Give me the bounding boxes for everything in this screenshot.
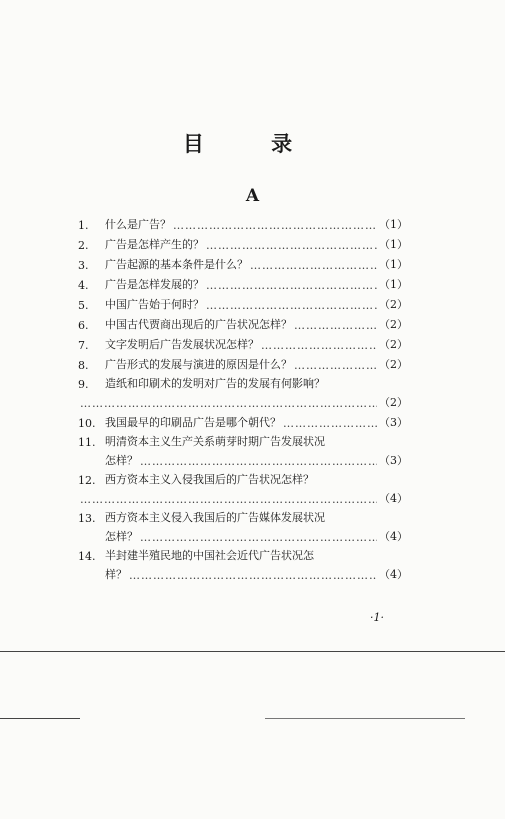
dot-leader [206, 299, 377, 312]
entry-page: （1） [379, 278, 408, 291]
entry-title: 中国古代贾商出现后的广告状况怎样？ [105, 318, 292, 331]
section-heading: A [245, 186, 260, 206]
entry-title: 半封建半殖民地的中国社会近代广告状况怎 [105, 549, 314, 562]
toc-entry-3[interactable] [78, 252, 408, 272]
entry-page: （3） [379, 454, 408, 467]
entry-title: 广告形式的发展与演进的原因是什么？ [105, 358, 292, 371]
toc-entry-6[interactable] [78, 312, 408, 332]
entry-number: 6. [78, 319, 89, 332]
entry-title: 西方资本主义侵入我国后的广告媒体发展状况 [105, 511, 325, 524]
entry-title: 明清资本主义生产关系萌芽时期广告发展状况 [105, 435, 325, 448]
toc-entry-5[interactable] [78, 292, 408, 312]
entry-page: （1） [379, 218, 408, 231]
dot-leader [261, 339, 377, 352]
entry-page: （4） [379, 530, 408, 543]
entry-page: （2） [379, 358, 408, 371]
toc-entry-2[interactable] [78, 232, 408, 252]
entry-page: （2） [379, 298, 408, 311]
entry-title: 广告起源的基本条件是什么？ [105, 258, 248, 271]
toc-entry-12[interactable] [78, 468, 408, 506]
toc-entry-1[interactable] [78, 212, 408, 232]
entry-title: 什么是广告？ [105, 218, 171, 231]
entry-number: 14. [78, 550, 96, 563]
entry-page: （4） [379, 568, 408, 581]
scan-edge-line [265, 718, 465, 719]
page-number: ·1· [370, 611, 384, 624]
toc-entry-14[interactable] [78, 544, 408, 582]
entry-title: 中国广告始于何时？ [105, 298, 204, 311]
entry-title-continued: 样？ [105, 568, 127, 581]
scan-edge-line [0, 718, 80, 719]
entry-number: 8. [78, 359, 89, 372]
entry-title: 广告是怎样发展的？ [105, 278, 204, 291]
dot-leader [206, 239, 377, 252]
dot-leader [80, 397, 377, 410]
entry-page: （1） [379, 258, 408, 271]
scan-edge-line [0, 651, 505, 652]
toc-entry-9[interactable] [78, 372, 408, 410]
entry-page: （1） [379, 238, 408, 251]
table-of-contents [78, 212, 408, 582]
entry-title: 文字发明后广告发展状况怎样？ [105, 338, 259, 351]
dot-leader [294, 359, 377, 372]
entry-page: （3） [379, 416, 408, 429]
toc-entry-10[interactable] [78, 410, 408, 430]
entry-page: （2） [379, 396, 408, 409]
entry-page: （4） [379, 492, 408, 505]
entry-number: 2. [78, 239, 89, 252]
entry-title-continued: 怎样？ [105, 530, 138, 543]
entry-title: 造纸和印刷术的发明对广告的发展有何影响？ [105, 377, 325, 390]
entry-number: 4. [78, 279, 89, 292]
dot-leader [129, 569, 377, 582]
entry-number: 11. [78, 436, 96, 449]
dot-leader [173, 219, 377, 232]
dot-leader [140, 455, 377, 468]
toc-entry-11[interactable] [78, 430, 408, 468]
dot-leader [206, 279, 377, 292]
page-title: 目 录 [182, 132, 323, 156]
entry-number: 12. [78, 474, 96, 487]
dot-leader [294, 319, 377, 332]
entry-page: （2） [379, 338, 408, 351]
entry-number: 10. [78, 417, 96, 430]
dot-leader [80, 493, 377, 506]
entry-number: 1. [78, 219, 89, 232]
entry-number: 9. [78, 378, 89, 391]
entry-number: 5. [78, 299, 89, 312]
entry-title: 广告是怎样产生的？ [105, 238, 204, 251]
toc-entry-13[interactable] [78, 506, 408, 544]
entry-number: 7. [78, 339, 89, 352]
toc-entry-8[interactable] [78, 352, 408, 372]
toc-entry-7[interactable] [78, 332, 408, 352]
dot-leader [140, 531, 377, 544]
entry-title: 我国最早的印刷品广告是哪个朝代？ [105, 416, 281, 429]
entry-number: 3. [78, 259, 89, 272]
entry-number: 13. [78, 512, 96, 525]
entry-title-continued: 怎样？ [105, 454, 138, 467]
entry-title: 西方资本主义入侵我国后的广告状况怎样？ [105, 473, 314, 486]
entry-page: （2） [379, 318, 408, 331]
dot-leader [250, 259, 377, 272]
toc-entry-4[interactable] [78, 272, 408, 292]
dot-leader [283, 417, 377, 430]
